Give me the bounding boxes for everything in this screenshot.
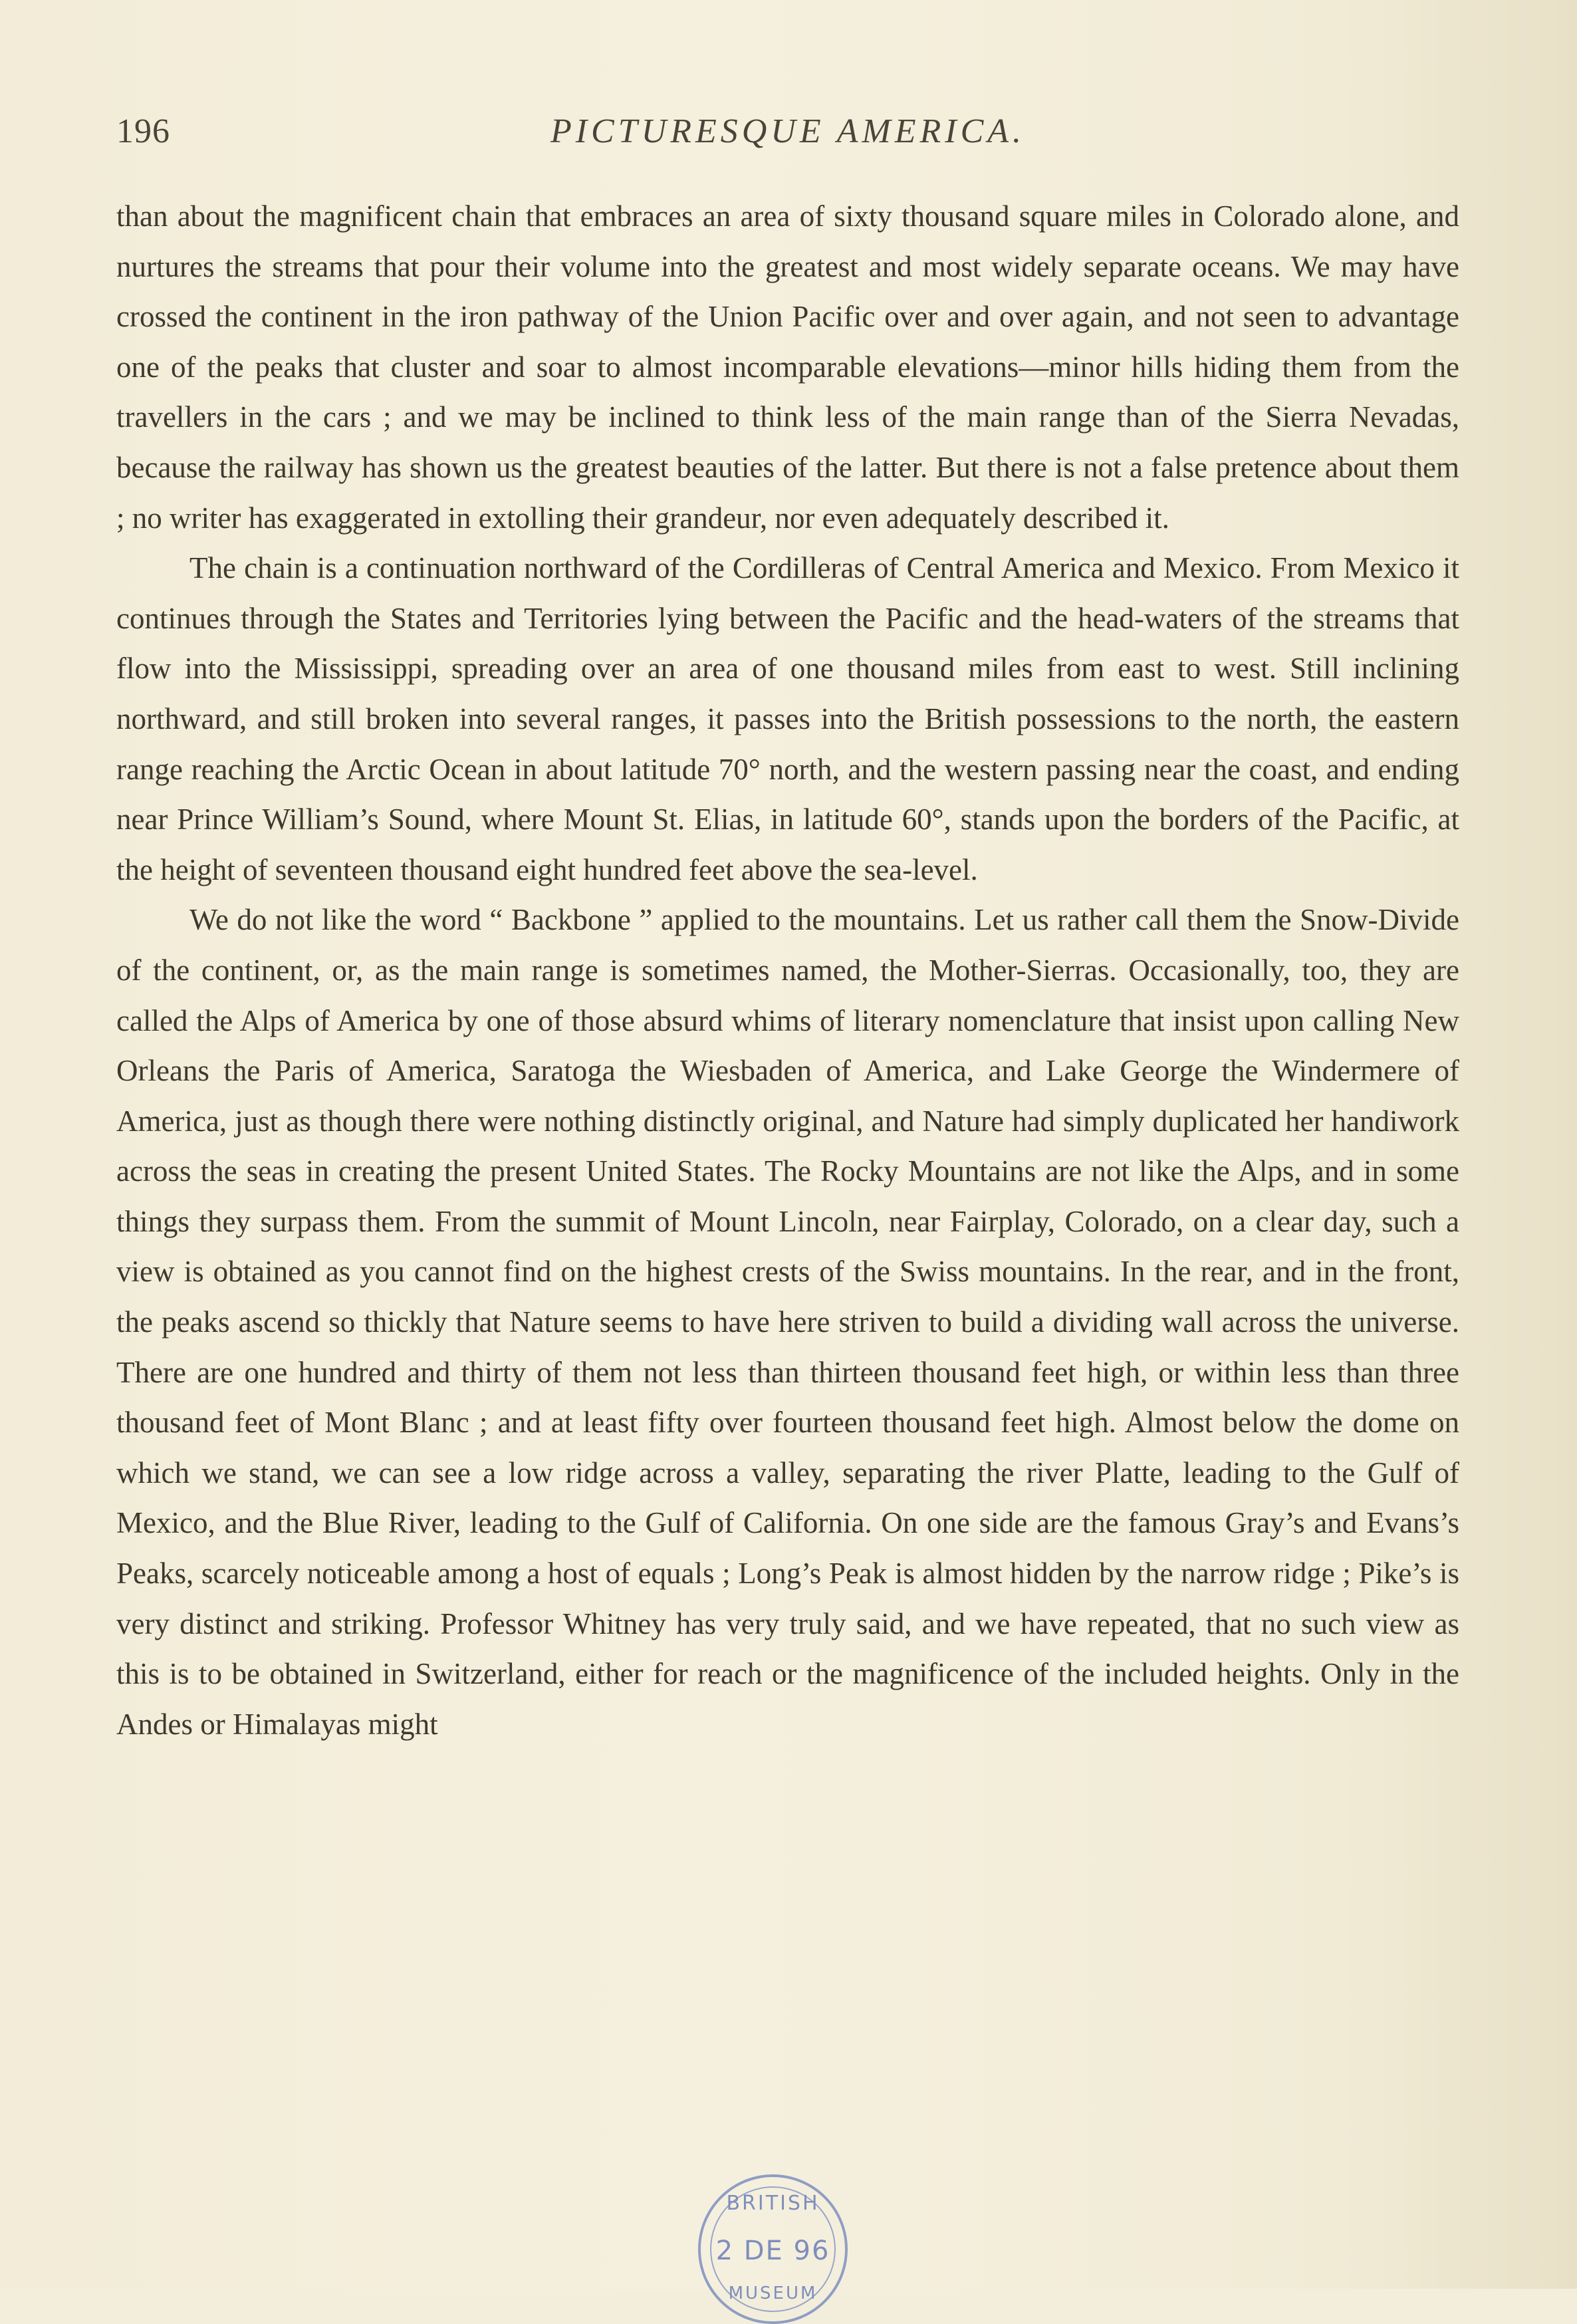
paragraph-3: We do not like the word “ Backbone ” applied to the mountains. Let us rather call them the Snow-Divide of the continent, or, as the main range is sometimes named, the Mother-Sierras. Occasionally, too, they are called the Alps of America by one of those absurd whims of literary nomenclature that insist upon calling New Orleans the Paris of America, Saratoga the Wiesbaden of America, and Lake George the Windermere of America, just as though there were nothing distinctly original, and Nature had simply duplicated her handiwork across the seas in creating the present United States. The Rocky Mountains are not like the Alps, and in some things they surpass them. From the summit of Mount Lincoln, near Fairplay, Colorado, on a clear day, such a view is obtained as you cannot find on the highest crests of the Swiss mountains. In the rear, and in the front, the peaks ascend so thickly that Nature seems to have here striven to build a dividing wall across the universe. There are one hundred and thirty of them not less than thirteen thousand feet high, or within less than three thousand feet of Mont Blanc ; and at least fifty over fourteen thousand feet high. Almost below the dome on which we stand, we can see a low ridge across a valley, separating the river Platte, leading to the Gulf of Mexico, and the Blue River, leading to the Gulf of California. On one side are the famous Gray’s and Evans’s Peaks, scarcely noticeable among a host of equals ; Long’s Peak is almost hidden by the narrow ridge ; Pike’s is very distinct and striking. Professor Whitney has very truly said, and we have repeated, that no such view as this is to be obtained in Switzerland, either for reach or the magnificence of the included heights. Only in the Andes or Himalayas might <box>116 903 1459 1741</box>
page-header <box>116 112 1459 158</box>
stamp-bottom-text: MUSEUM <box>728 2283 818 2303</box>
paragraph-1: than about the magnificent chain that embraces an area of sixty thousand square miles in Colorado alone, and nurtures the streams that pour their volume into the greatest and most widely separate oceans. We may have crossed the continent in the iron pathway of the Union Pacific over and over again, and not seen to advantage one of the peaks that cluster and soar to almost incomparable elevations—minor hills hiding them from the travellers in the cars ; and we may be inclined to think less of the main range than of the Sierra Nevadas, because the railway has shown us the greatest beauties of the latter. But there is not a false pretence about them ; no writer has exaggerated in extolling their grandeur, nor even adequately described it. <box>116 199 1459 535</box>
page-number: 196 <box>116 112 170 150</box>
paragraph-2: The chain is a continuation northward of the Cordilleras of Central America and Mexico. From Mexico it continues through the States and Territories lying between the Pacific and the head-waters of the streams that flow into the Mississippi, spreading over an area of one thousand miles from east to west. Still inclining northward, and still broken into several ranges, it passes into the British possessions to the north, the eastern range reaching the Arctic Ocean in about latitude 70° north, and the western passing near the coast, and ending near Prince William’s Sound, where Mount St. Elias, in latitude 60°, stands upon the borders of the Pacific, at the height of seventeen thousand eight hundred feet above the sea-level. <box>116 551 1459 886</box>
stamp-top-text: BRITISH <box>726 2192 820 2215</box>
stamp-date: 2 DE 96 <box>715 2236 830 2266</box>
running-title: PICTURESQUE AMERICA. <box>550 112 1026 150</box>
body-text <box>116 192 1459 1749</box>
library-stamp <box>698 2174 848 2324</box>
